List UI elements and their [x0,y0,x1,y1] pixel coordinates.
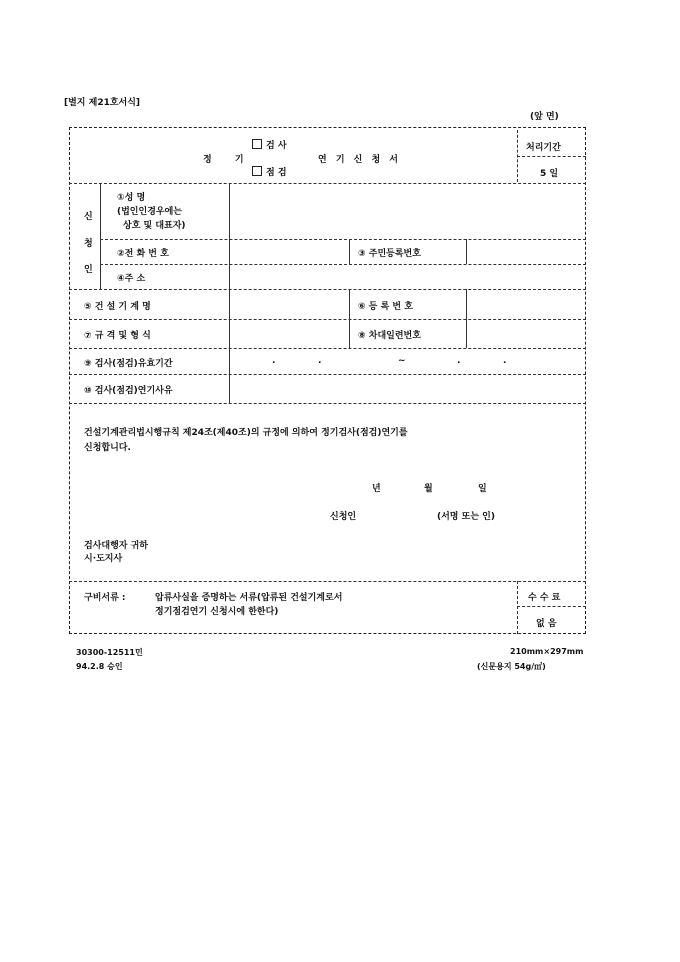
name-sub-1: (법인인경우에는 [117,207,182,217]
applicant-side-2: 청 [84,239,93,249]
form-number-label: [별지 제21호서식] [64,98,141,108]
paper-type: (신문용지 54g/㎡) [477,662,546,671]
valid-period-label: ⑨ 검사(점검)유효기간 [84,359,173,369]
page-side-label: (앞 면) [530,112,559,122]
approval-date: 94.2.8 승인 [76,662,123,671]
title-left: 정 기 [203,155,254,165]
docs-line1: 압류사실을 증명하는 서류(압류된 건설기계로서 [155,593,343,603]
applicant-signature-label: 신청인 [330,512,357,522]
spec-label: ⑦ 규 격 및 형 식 [84,331,151,341]
reg-no-label: ⑥ 등 록 번 호 [358,302,413,312]
title-right: 연 기 신 청 서 [318,155,402,165]
recipient-2: 시·도지사 [84,554,123,564]
form-code: 30300-12511민 [76,648,143,657]
inspection-checkbox[interactable] [252,139,262,149]
option-check[interactable]: 점 검 [252,165,287,178]
check-checkbox[interactable] [252,166,262,176]
fee-label: 수 수 료 [528,593,561,603]
sign-note: (서명 또는 인) [437,512,495,522]
name-label: ①성 명 [117,193,146,203]
docs-label: 구비서류 : [84,593,126,603]
processing-label: 처리기간 [526,143,561,153]
machine-name-label: ⑤ 건 설 기 계 명 [84,302,151,312]
valid-dot-4: . [503,356,507,366]
valid-tilde: ~ [398,356,406,366]
statement-line2: 신청합니다. [84,443,131,453]
date-day: 일 [478,484,487,494]
chassis-label: ⑧ 차대일련번호 [358,331,421,341]
fee-value: 없 음 [536,619,557,629]
date-month: 월 [424,484,433,494]
resident-label: ③ 주민등록번호 [358,249,421,259]
statement-line1: 건설기계관리법시행규칙 제24조(제40조)의 규정에 의하여 정기검사(점검)연기를 [84,428,408,438]
valid-dot-1: . [272,356,276,366]
valid-dot-2: . [318,356,322,366]
applicant-side-1: 신 [84,212,93,222]
name-sub-2: 상호 및 대표자) [123,221,186,231]
option-inspection[interactable]: 검 사 [252,138,287,151]
docs-line2: 정기점검연기 신청시에 한한다) [155,607,279,617]
phone-label: ②전 화 번 호 [117,249,169,259]
paper-size: 210mm×297mm [510,647,584,656]
processing-value: 5 일 [540,169,559,179]
valid-dot-3: . [457,356,461,366]
applicant-side-3: 인 [84,265,93,275]
date-year: 년 [372,484,381,494]
recipient-1: 검사대행자 귀하 [84,541,148,551]
reason-label: ⑩ 검사(점검)연기사유 [84,386,173,396]
address-label: ④주 소 [117,274,146,284]
